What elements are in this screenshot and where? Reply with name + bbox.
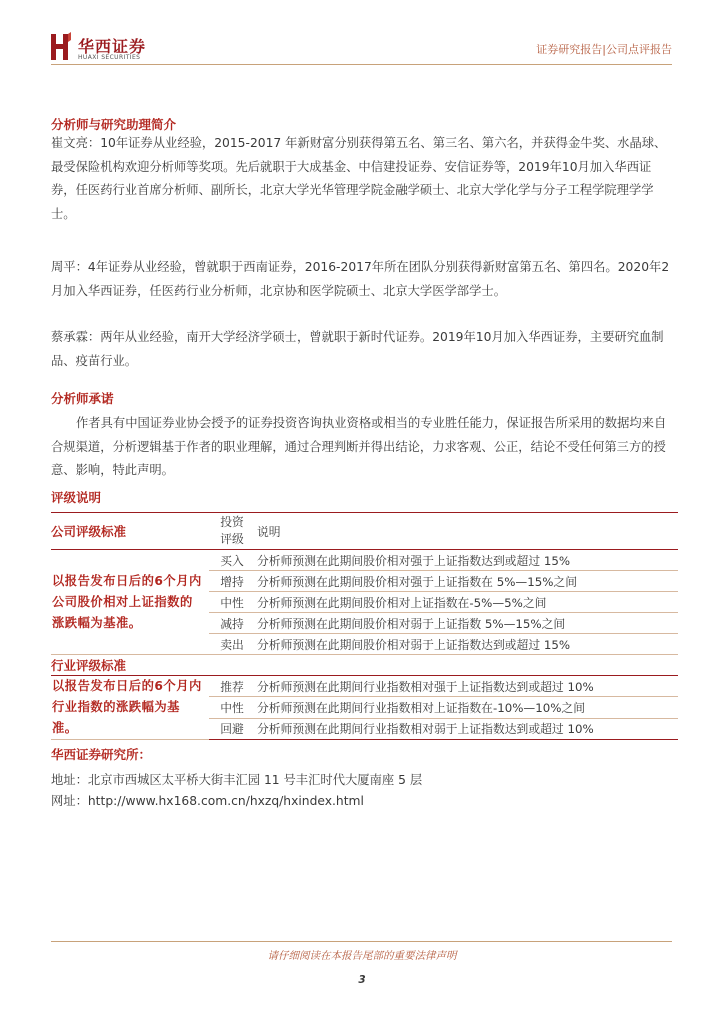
rating-description: 分析师预测在此期间行业指数相对强于上证指数达到或超过 10% [255, 676, 678, 697]
invest-rating-column-header: 投资评级 [209, 513, 255, 550]
industry-rating-header: 行业评级标准 [51, 655, 678, 676]
rating-description: 分析师预测在此期间股价相对弱于上证指数达到或超过 15% [255, 634, 678, 655]
logo-english-name: HUAXI SECURITIES [78, 54, 141, 61]
table-row [51, 676, 678, 697]
institute-title: 华西证券研究所： [51, 747, 152, 762]
rating-label: 中性 [209, 697, 255, 718]
industry-rating-criteria: 以报告发布日后的6个月内行业指数的涨跌幅为基准。 [51, 676, 209, 740]
rating-label: 卖出 [209, 634, 255, 655]
analyst-bio-cui: 崔文亮：10年证券从业经验，2015-2017 年新财富分别获得第五名、第三名、第六名，并获得金牛奖、水晶球、 最受保险机构欢迎分析师等奖项。先后就职于大成基金、中信建投证券、安信证券等，2019年10月加入华西证券，任医药行业首席分析师、副所长，北京大学光华管理学院金融学硕士、北京大学化学与分子工程学院理学学士。 [51, 136, 667, 221]
rating-description: 分析师预测在此期间行业指数相对弱于上证指数达到或超过 10% [255, 718, 678, 739]
legal-disclaimer-notice: 请仔细阅读在本报告尾部的重要法律声明 [267, 950, 457, 962]
huaxi-logo-icon [51, 32, 71, 62]
rating-label: 中性 [209, 592, 255, 613]
company-rating-criteria: 以报告发布日后的6个月内公司股价相对上证指数的涨跌幅为基准。 [51, 550, 209, 655]
rating-label: 增持 [209, 571, 255, 592]
page-number: 3 [358, 974, 366, 986]
logo-chinese-name: 华西证券 [78, 37, 147, 56]
company-logo [51, 32, 161, 66]
industry-rating-header-row [51, 655, 678, 676]
rating-description: 分析师预测在此期间股价相对上证指数在-5%—5%之间 [255, 592, 678, 613]
rating-description: 分析师预测在此期间股价相对强于上证指数达到或超过 15% [255, 550, 678, 571]
rating-table-header [51, 513, 678, 550]
rating-description: 分析师预测在此期间股价相对弱于上证指数 5%—15%之间 [255, 613, 678, 634]
footer-divider [51, 941, 672, 942]
rating-label: 推荐 [209, 676, 255, 697]
report-type-label: 证券研究报告|公司点评报告 [536, 43, 672, 56]
company-rating-header: 公司评级标准 [51, 513, 209, 550]
institute-address: 地址：北京市西城区太平桥大街丰汇园 11 号丰汇时代大厦南座 5 层 [51, 773, 423, 787]
rating-table [51, 512, 678, 740]
rating-description: 分析师预测在此期间行业指数相对上证指数在-10%—10%之间 [255, 697, 678, 718]
commitment-title: 分析师承诺 [51, 391, 114, 406]
analyst-bio-zhou: 周平：4年证券从业经验，曾就职于西南证券，2016-2017年所在团队分别获得新财富第五名、第四名。2020年2月加入华西证券，任医药行业分析师，北京协和医学院硕士、北京大学医学部学士。 [51, 260, 670, 298]
rating-label: 减持 [209, 613, 255, 634]
analyst-bio-cai: 蔡承霖：两年从业经验，南开大学经济学硕士，曾就职于新时代证券。2019年10月加入华西证券，主要研究血制品、疫苗行业。 [51, 330, 664, 368]
header-divider [51, 64, 672, 65]
rating-label: 买入 [209, 550, 255, 571]
analyst-section-title: 分析师与研究助理简介 [51, 117, 177, 132]
commitment-text: 作者具有中国证券业协会授予的证券投资咨询执业资格或相当的专业胜任能力，保证报告所采用的数据均来自合规渠道，分析逻辑基于作者的职业理解，通过合理判断并得出结论，力求客观、公正，结论不受任何第三方的授意、影响，特此声明。 [51, 416, 667, 477]
institute-website: 网址：http://www.hx168.com.cn/hxzq/hxindex.html [51, 794, 364, 808]
table-row [51, 550, 678, 571]
description-column-header: 说明 [255, 513, 678, 550]
rating-section-title: 评级说明 [51, 490, 102, 505]
rating-description: 分析师预测在此期间股价相对强于上证指数在 5%—15%之间 [255, 571, 678, 592]
rating-label: 回避 [209, 718, 255, 739]
